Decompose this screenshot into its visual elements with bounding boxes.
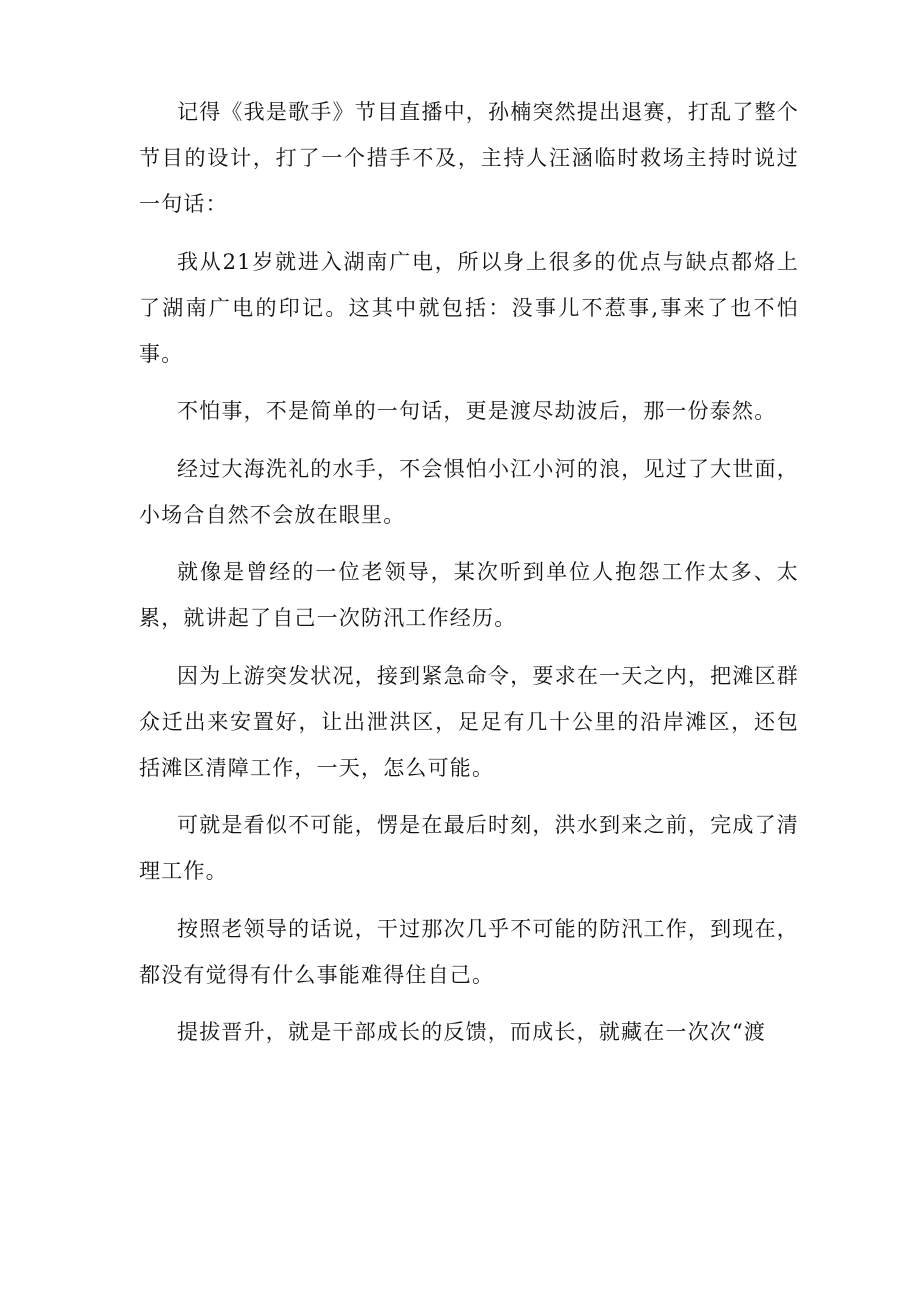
paragraph-6: 因为上游突发状况，接到紧急命令，要求在一天之内，把滩区群众迁出来安置好，让出泄洪区，足足有几十公里的沿岸滩区，还包括滩区清障工作，一天，怎么可能。: [139, 663, 799, 780]
paragraph-4: 经过大海洗礼的水手，不会惧怕小江小河的浪，见过了大世面，小场合自然不会放在眼里。: [139, 456, 799, 527]
paragraph-9: 提拔晋升，就是干部成长的反馈，而成长，就藏在一次次“渡: [177, 1020, 767, 1044]
paragraph-1: 记得《我是歌手》节目直播中，孙楠突然提出退赛，打乱了整个节目的设计，打了一个措手不及，主持人汪涵临时救场主持时说过一句话：: [139, 100, 799, 216]
paragraph-8: 按照老领导的话说，干过那次几乎不可能的防汛工作，到现在，都没有觉得有什么事能难得住自己。: [139, 916, 799, 987]
paragraph-3: 不怕事，不是简单的一句话，更是渡尽劫波后，那一份泰然。: [177, 399, 777, 423]
document-body: [139, 89, 799, 1067]
paragraph-2: 我从21岁就进入湖南广电，所以身上很多的优点与缺点都烙上了湖南广电的印记。这其中就包括：没事儿不惹事,事来了也不怕事。: [139, 249, 799, 366]
paragraph-5: 就像是曾经的一位老领导，某次听到单位人抱怨工作太多、太累，就讲起了自己一次防汛工作经历。: [139, 560, 799, 630]
paragraph-7: 可就是看似不可能，愣是在最后时刻，洪水到来之前，完成了清理工作。: [139, 813, 799, 883]
